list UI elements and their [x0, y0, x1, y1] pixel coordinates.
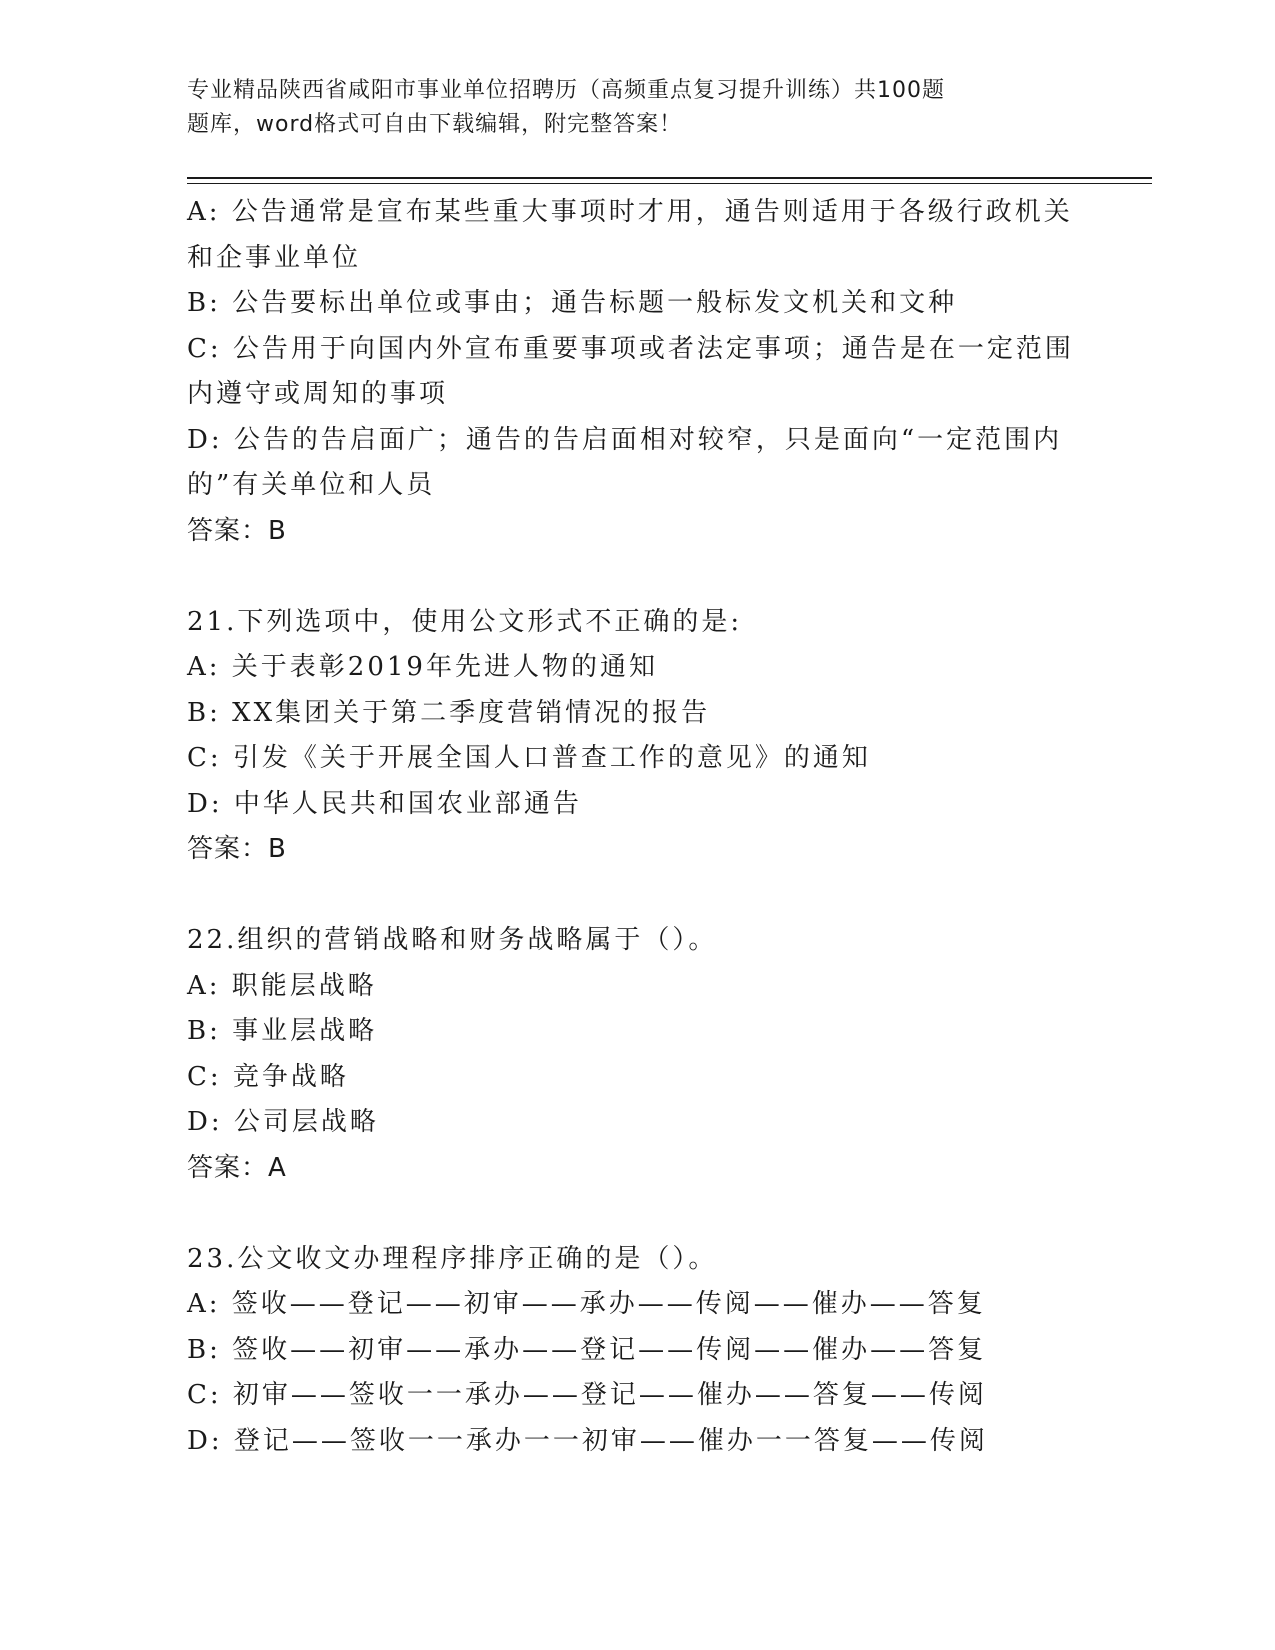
- q22-question: 22.组织的营销战略和财务战略属于（）。: [187, 925, 718, 955]
- q23-option-a: A: 签收——登记——初审——承办——传阅——催办——答复: [187, 1289, 986, 1319]
- question-23-block: [187, 1237, 1087, 1465]
- q20-answer: 答案：B: [187, 515, 287, 546]
- q20-option-d-line-1: D: 公告的告启面广；通告的告启面相对较窄，只是面向“一定范围内: [187, 424, 1063, 455]
- q21-question: 21.下列选项中，使用公文形式不正确的是:: [187, 606, 743, 637]
- q22-option-b: B: 事业层战略: [187, 1016, 378, 1046]
- document-body: [187, 190, 1087, 1464]
- q20-option-d-line-2: 的”有关单位和人员: [187, 470, 436, 500]
- q21-option-c: C: 引发《关于开展全国人口普查工作的意见》的通知: [187, 743, 871, 773]
- q21-option-b: B: XX集团关于第二季度营销情况的报告: [187, 697, 711, 728]
- question-21-block: [187, 600, 1087, 873]
- question-20-block: [187, 190, 1087, 554]
- q21-answer: 答案：B: [187, 834, 287, 864]
- spacer: [187, 554, 1087, 600]
- q22-option-c: C: 竞争战略: [187, 1061, 349, 1092]
- header-divider-thin: [187, 183, 1152, 184]
- q20-option-a-line-1: A: 公告通常是宣布某些重大事项时才用，通告则适用于各级行政机关: [187, 197, 1073, 227]
- q23-option-c: C: 初审——签收一一承办——登记——催办——答复——传阅: [187, 1380, 987, 1410]
- spacer: [187, 873, 1087, 919]
- q20-option-a-line-2: 和企事业单位: [187, 242, 362, 273]
- q23-question: 23.公文收文办理程序排序正确的是（）。: [187, 1243, 718, 1274]
- document-header: [187, 74, 1027, 142]
- q20-option-c-line-2: 内遵守或周知的事项: [187, 379, 449, 409]
- header-title-line-1: 专业精品陕西省咸阳市事业单位招聘历（高频重点复习提升训练）共100题: [187, 78, 945, 103]
- q20-option-b: B: 公告要标出单位或事由；通告标题一般标发文机关和文种: [187, 288, 958, 318]
- q23-option-b: B: 签收——初审——承办——登记——传阅——催办——答复: [187, 1334, 987, 1365]
- q21-option-d: D: 中华人民共和国农业部通告: [187, 788, 582, 819]
- spacer: [187, 1191, 1087, 1237]
- q22-option-d: D: 公司层战略: [187, 1107, 379, 1137]
- q23-option-d: D: 登记——签收一一承办一一初审——催办一一答复——传阅: [187, 1425, 988, 1456]
- q21-option-a: A: 关于表彰2019年先进人物的通知: [187, 652, 658, 682]
- q22-answer: 答案：A: [187, 1152, 287, 1183]
- header-divider-thick: [187, 177, 1152, 179]
- header-title-line-2: 题库，word格式可自由下载编辑，附完整答案！: [187, 112, 683, 137]
- q20-option-c-line-1: C: 公告用于向国内外宣布重要事项或者法定事项；通告是在一定范围: [187, 333, 1074, 364]
- q22-option-a: A: 职能层战略: [187, 970, 377, 1001]
- question-22-block: [187, 918, 1087, 1191]
